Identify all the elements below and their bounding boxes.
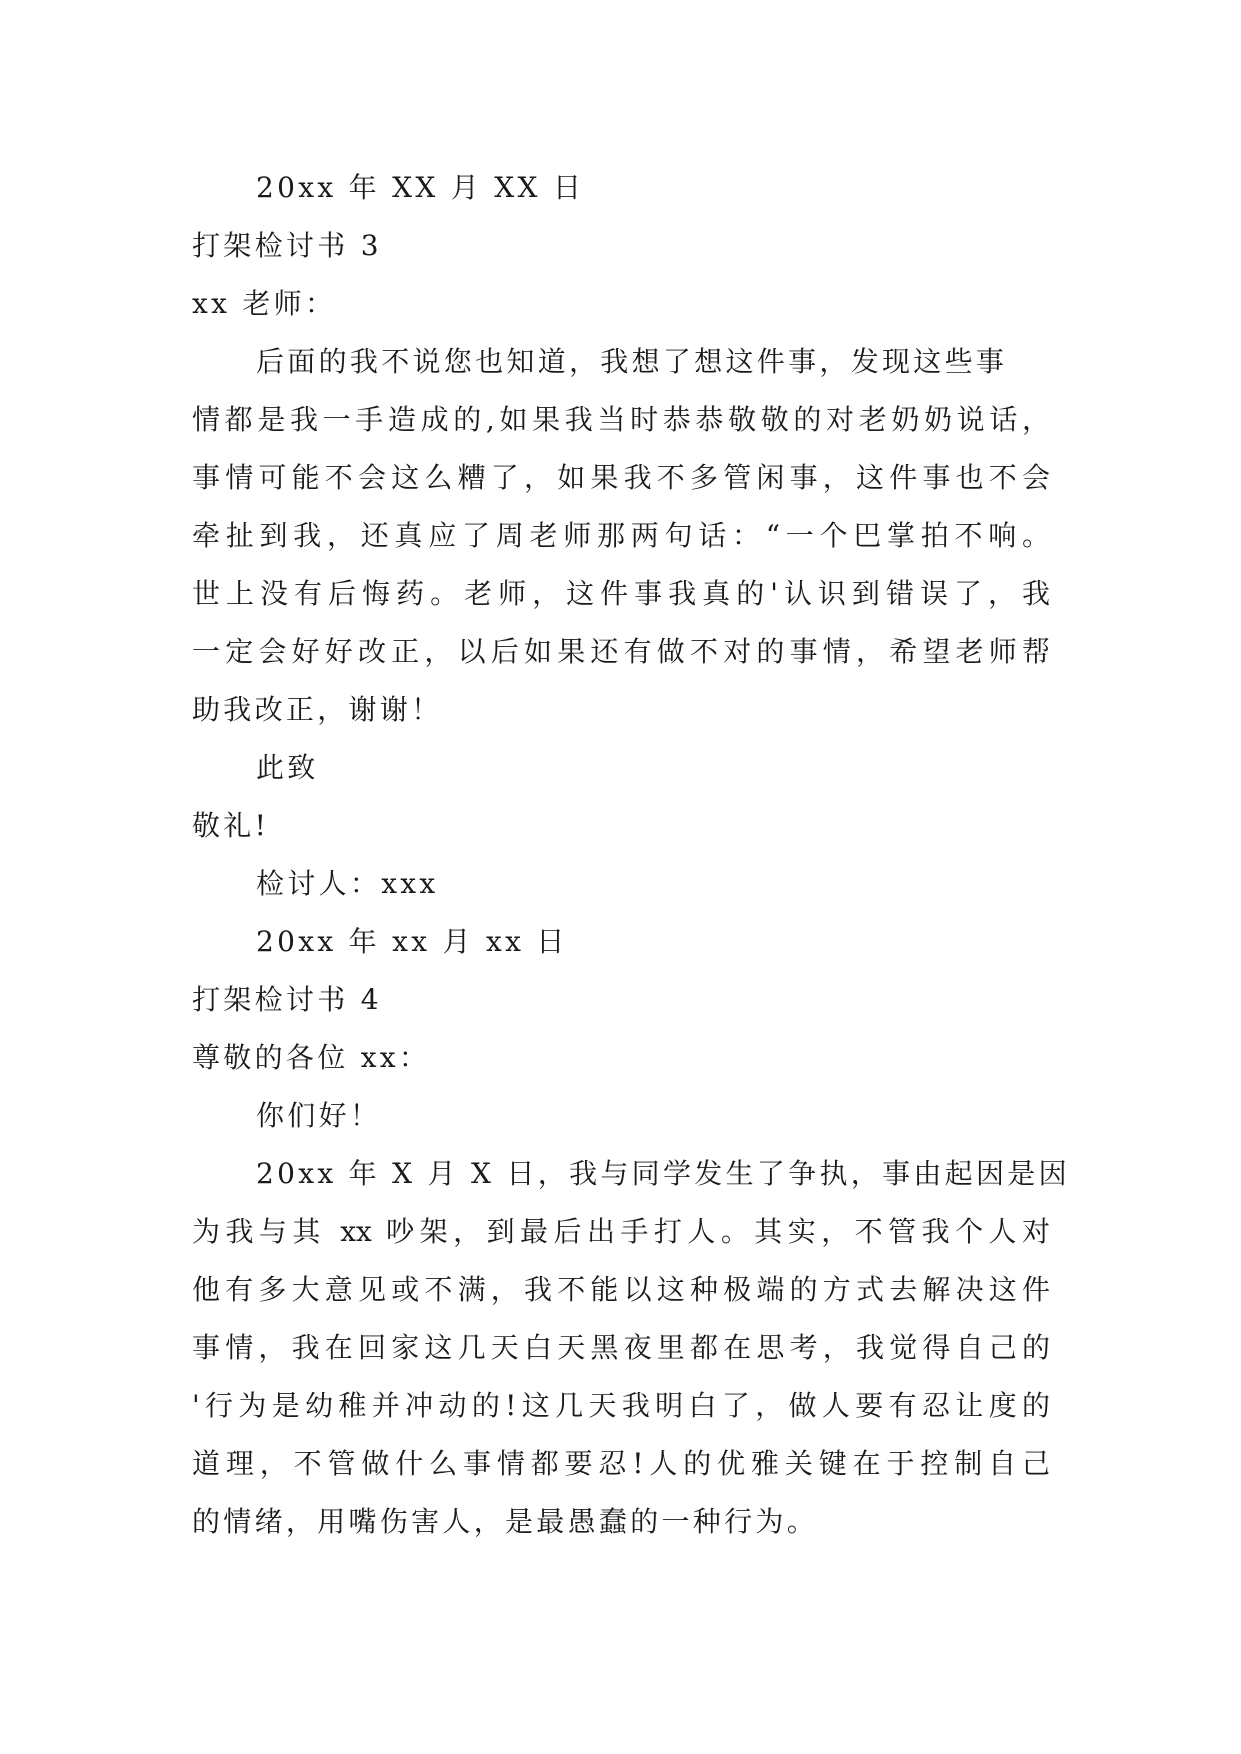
paragraph-line: 事情可能不会这么糟了，如果我不多管闲事，这件事也不会 <box>192 461 1050 494</box>
paragraph-line: 世上没有后悔药。老师，这件事我真的'认识到错误了，我 <box>192 577 1050 610</box>
paragraph-line: 情都是我一手造成的,如果我当时恭恭敬敬的对老奶奶说话， <box>192 403 1050 436</box>
paragraph-line: 道理，不管做什么事情都要忍!人的优雅关键在于控制自己 <box>192 1447 1050 1480</box>
paragraph-line: 助我改正，谢谢！ <box>192 693 443 726</box>
greeting: 你们好！ <box>256 1099 382 1132</box>
salutation: xx 老师： <box>192 287 337 320</box>
paragraph-line: 20xx 年 X 月 X 日，我与同学发生了争执，事由起因是因 <box>256 1157 1070 1190</box>
signature-line: 检讨人：xxx <box>256 867 439 900</box>
salutation: 尊敬的各位 xx： <box>192 1041 431 1074</box>
paragraph-line: 的情绪，用嘴伤害人，是最愚蠢的一种行为。 <box>192 1505 819 1538</box>
closing-salute: 敬礼! <box>192 809 270 842</box>
section-title-4: 打架检讨书 4 <box>192 983 382 1016</box>
section-title-3: 打架检讨书 3 <box>192 229 382 262</box>
paragraph-line: 他有多大意见或不满，我不能以这种极端的方式去解决这件 <box>192 1273 1050 1306</box>
paragraph-line: 后面的我不说您也知道，我想了想这件事，发现这些事 <box>256 345 1008 378</box>
date-line: 20xx 年 XX 月 XX 日 <box>256 171 585 204</box>
closing-line: 此致 <box>256 751 319 784</box>
paragraph-line: 牵扯到我，还真应了周老师那两句话：“一个巴掌拍不响。 <box>192 519 1050 552</box>
paragraph-line: 事情，我在回家这几天白天黑夜里都在思考，我觉得自己的 <box>192 1331 1050 1364</box>
paragraph-line: 一定会好好改正，以后如果还有做不对的事情，希望老师帮 <box>192 635 1050 668</box>
date-line: 20xx 年 xx 月 xx 日 <box>256 925 568 958</box>
paragraph-line: 为我与其 xx 吵架，到最后出手打人。其实，不管我个人对 <box>192 1215 1050 1248</box>
paragraph-line: '行为是幼稚并冲动的!这几天我明白了，做人要有忍让度的 <box>192 1389 1050 1422</box>
